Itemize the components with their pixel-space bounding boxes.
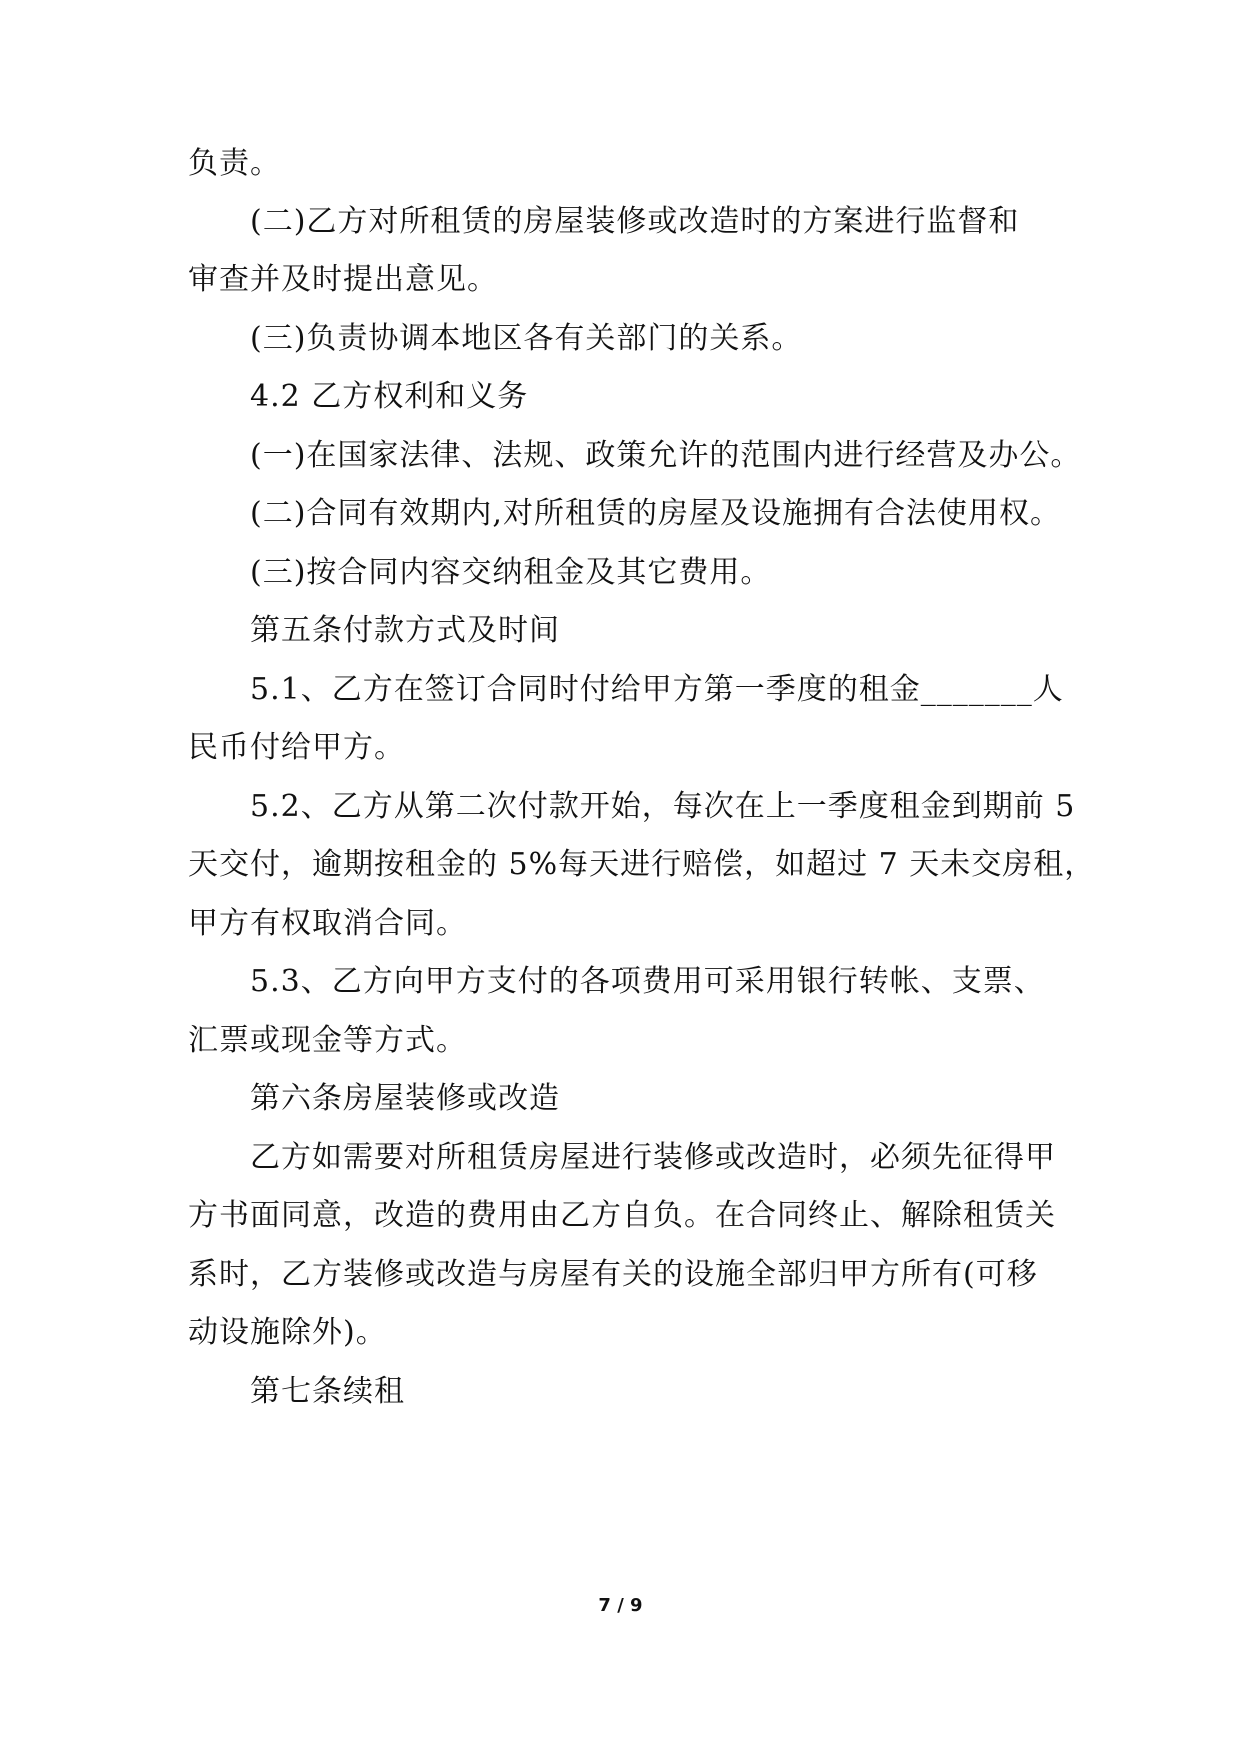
article-heading: 第五条付款方式及时间 xyxy=(250,613,560,648)
paragraph-line: 天交付，逾期按租金的 5%每天进行赔偿，如超过 7 天未交房租， xyxy=(188,847,1096,882)
paragraph-line: 5.3、乙方向甲方支付的各项费用可采用银行转帐、支票、 xyxy=(250,964,1045,999)
paragraph-line: (一)在国家法律、法规、政策允许的范围内进行经营及办公。 xyxy=(250,438,1082,473)
paragraph-line: 方书面同意，改造的费用由乙方自负。在合同终止、解除租赁关 xyxy=(188,1198,1056,1233)
paragraph-line: 负责。 xyxy=(188,146,281,181)
article-heading: 第七条续租 xyxy=(250,1374,405,1409)
paragraph-line: 5.1、乙方在签订合同时付给甲方第一季度的租金_______人 xyxy=(250,672,1064,707)
paragraph-line: 5.2、乙方从第二次付款开始，每次在上一季度租金到期前 5 xyxy=(250,789,1076,824)
paragraph-line: (二)合同有效期内,对所租赁的房屋及设施拥有合法使用权。 xyxy=(250,496,1061,531)
article-heading: 第六条房屋装修或改造 xyxy=(250,1081,560,1116)
paragraph-line: 民币付给甲方。 xyxy=(188,730,405,765)
page-number: 7 / 9 xyxy=(598,1595,643,1616)
paragraph-line: 汇票或现金等方式。 xyxy=(188,1023,467,1058)
paragraph-line: (二)乙方对所租赁的房屋装修或改造时的方案进行监督和 xyxy=(250,204,1020,239)
paragraph-line: 动设施除外)。 xyxy=(188,1315,387,1350)
paragraph-line: (三)负责协调本地区各有关部门的关系。 xyxy=(250,321,803,356)
paragraph-line: (三)按合同内容交纳租金及其它费用。 xyxy=(250,555,772,590)
paragraph-line: 乙方如需要对所租赁房屋进行装修或改造时，必须先征得甲 xyxy=(250,1140,1056,1175)
paragraph-line: 甲方有权取消合同。 xyxy=(188,906,467,941)
paragraph-line: 系时，乙方装修或改造与房屋有关的设施全部归甲方所有(可移 xyxy=(188,1257,1038,1292)
section-heading: 4.2 乙方权利和义务 xyxy=(250,379,529,414)
paragraph-line: 审查并及时提出意见。 xyxy=(188,262,498,297)
